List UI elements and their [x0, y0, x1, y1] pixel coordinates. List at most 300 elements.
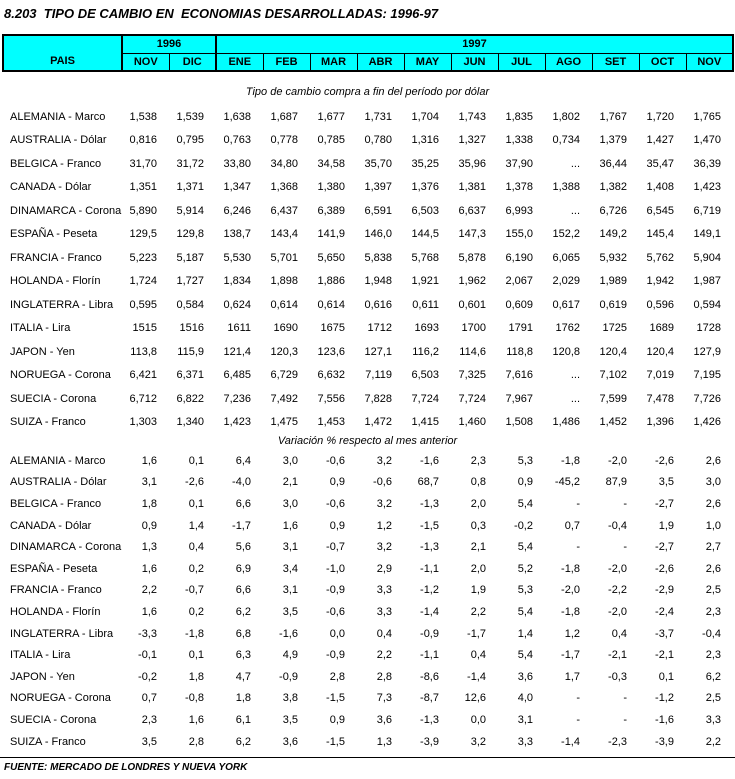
value-cell: 141,9 — [317, 228, 345, 241]
value-cell: -2,0 — [608, 454, 627, 467]
value-cell: 1,989 — [599, 275, 627, 288]
value-cell: 0,0 — [329, 627, 345, 640]
value-cell: 1,886 — [317, 275, 345, 288]
value-cell: -1,3 — [420, 497, 439, 510]
page-title: 8.203 TIPO DE CAMBIO EN ECONOMIAS DESARROLLADAS: 1996-97 — [4, 6, 439, 21]
value-cell: ... — [570, 204, 580, 217]
value-cell: 36,39 — [693, 157, 721, 170]
value-cell: 4,9 — [282, 649, 298, 662]
value-cell: 2,6 — [705, 562, 721, 575]
value-cell: 3,3 — [376, 605, 392, 618]
table-row — [2, 129, 735, 153]
table-row — [2, 623, 735, 645]
country-label: ITALIA - Lira — [10, 322, 71, 335]
value-cell: 7,3 — [376, 692, 392, 705]
value-cell: -1,4 — [561, 735, 580, 748]
value-cell: -0,9 — [326, 584, 345, 597]
value-cell: 6,3 — [235, 649, 251, 662]
value-cell: 3,8 — [282, 692, 298, 705]
value-cell: 1,396 — [646, 416, 674, 429]
value-cell: 7,726 — [693, 392, 721, 405]
value-cell: 4,7 — [235, 670, 251, 683]
value-cell: 2,3 — [470, 454, 486, 467]
value-cell: 2,8 — [329, 670, 345, 683]
value-cell: -1,4 — [467, 670, 486, 683]
value-cell: 0,785 — [317, 134, 345, 147]
exchange-rate-table-header — [2, 34, 734, 72]
value-cell: 2,2 — [141, 584, 157, 597]
value-cell: 1,9 — [470, 584, 486, 597]
value-cell: 5,762 — [646, 251, 674, 264]
value-cell: 5,3 — [517, 454, 533, 467]
value-cell: -2,0 — [561, 584, 580, 597]
value-cell: 1,327 — [458, 134, 486, 147]
value-cell: -2,1 — [608, 649, 627, 662]
value-cell: -1,2 — [655, 692, 674, 705]
value-cell: 6,421 — [129, 369, 157, 382]
value-cell: 0,7 — [564, 519, 580, 532]
value-cell: 0,816 — [129, 134, 157, 147]
value-cell: 0,1 — [188, 497, 204, 510]
value-cell: 1762 — [555, 322, 580, 335]
value-cell: 120,3 — [270, 345, 298, 358]
value-cell: 3,1 — [141, 476, 157, 489]
value-cell: 2,5 — [705, 584, 721, 597]
value-cell: 0,611 — [412, 298, 439, 311]
country-label: AUSTRALIA - Dólar — [10, 134, 107, 147]
value-cell: 2,2 — [705, 735, 721, 748]
value-cell: 5,701 — [270, 251, 298, 264]
table-row — [2, 558, 735, 580]
value-cell: -0,8 — [185, 692, 204, 705]
table-row — [2, 223, 735, 247]
value-cell: 1,743 — [458, 110, 486, 123]
table-row — [2, 152, 735, 176]
value-cell: -1,8 — [561, 562, 580, 575]
value-cell: -2,6 — [185, 476, 204, 489]
country-label: FRANCIA - Franco — [10, 251, 102, 264]
value-cell: 1,388 — [552, 181, 580, 194]
country-label: ALEMANIA - Marco — [10, 110, 106, 123]
value-cell: 1,8 — [235, 692, 251, 705]
value-cell: 1,316 — [411, 134, 439, 147]
value-cell: 7,724 — [411, 392, 439, 405]
table-row — [2, 580, 735, 602]
value-cell: 6,2 — [705, 670, 721, 683]
value-cell: 1,687 — [270, 110, 298, 123]
value-cell: -0,2 — [138, 670, 157, 683]
country-label: SUECIA - Corona — [10, 392, 97, 405]
value-cell: 1,371 — [176, 181, 204, 194]
value-cell: 1791 — [508, 322, 533, 335]
value-cell: 7,325 — [458, 369, 486, 382]
value-cell: 1,486 — [552, 416, 580, 429]
value-cell: - — [576, 497, 580, 510]
value-cell: -0,6 — [373, 476, 392, 489]
value-cell: -2,0 — [608, 605, 627, 618]
section-heading-variation: Variación % respecto al mes anterior — [277, 435, 458, 447]
country-label: ITALIA - Lira — [10, 649, 71, 662]
value-cell: 68,7 — [417, 476, 439, 489]
value-cell: 5,932 — [599, 251, 627, 264]
value-cell: -0,7 — [326, 541, 345, 554]
value-cell: 3,0 — [282, 454, 298, 467]
value-cell: 3,3 — [705, 713, 721, 726]
country-label: SUECIA - Corona — [10, 713, 97, 726]
value-cell: 1,423 — [223, 416, 251, 429]
value-cell: 6,2 — [235, 735, 251, 748]
value-cell: -1,6 — [279, 627, 298, 640]
value-cell: 1,426 — [693, 416, 721, 429]
month-header-jun: JUN — [451, 53, 498, 71]
value-cell: 35,47 — [646, 157, 674, 170]
value-cell: -1,6 — [655, 713, 674, 726]
value-cell: 0,9 — [517, 476, 533, 489]
value-cell: 3,1 — [282, 584, 298, 597]
value-cell: 7,478 — [646, 392, 674, 405]
value-cell: 1,942 — [646, 275, 674, 288]
value-cell: 3,5 — [658, 476, 674, 489]
value-cell: ... — [570, 157, 580, 170]
table-row — [2, 515, 735, 537]
value-cell: 152,2 — [552, 228, 580, 241]
value-cell: 1,475 — [270, 416, 298, 429]
value-cell: 147,3 — [458, 228, 486, 241]
value-cell: 3,1 — [282, 541, 298, 554]
value-cell: 1,0 — [705, 519, 721, 532]
month-header-nov97: NOV — [686, 53, 733, 71]
value-cell: 120,8 — [552, 345, 580, 358]
value-cell: 1,7 — [564, 670, 580, 683]
value-cell: 6,389 — [317, 204, 345, 217]
value-cell: 2,3 — [705, 605, 721, 618]
month-header-oct: OCT — [639, 53, 686, 71]
country-label: JAPON - Yen — [10, 670, 75, 683]
month-header-feb: FEB — [263, 53, 310, 71]
value-cell: 5,223 — [129, 251, 157, 264]
value-cell: 1,704 — [411, 110, 439, 123]
value-cell: 6,632 — [317, 369, 345, 382]
value-cell: 123,6 — [317, 345, 345, 358]
value-cell: -2,6 — [655, 562, 674, 575]
value-cell: 2,1 — [282, 476, 298, 489]
table-row — [2, 493, 735, 515]
value-cell: 1,8 — [141, 497, 157, 510]
value-cell: 12,6 — [464, 692, 486, 705]
value-cell: 6,1 — [235, 713, 251, 726]
value-cell: 1,6 — [188, 713, 204, 726]
value-cell: 2,067 — [505, 275, 533, 288]
value-cell: 35,70 — [364, 157, 392, 170]
value-cell: -0,6 — [326, 605, 345, 618]
value-cell: 2,7 — [705, 541, 721, 554]
country-label: HOLANDA - Florín — [10, 605, 101, 618]
value-cell: 1,962 — [458, 275, 486, 288]
country-label: FRANCIA - Franco — [10, 584, 102, 597]
value-cell: 2,8 — [376, 670, 392, 683]
value-cell: 3,3 — [376, 584, 392, 597]
value-cell: 0,617 — [552, 298, 580, 311]
value-cell: 0,0 — [470, 713, 486, 726]
value-cell: -4,0 — [232, 476, 251, 489]
section-heading-exchange-rate: Tipo de cambio compra a fin del período por dólar — [245, 86, 490, 98]
country-label: AUSTRALIA - Dólar — [10, 476, 107, 489]
value-cell: 2,3 — [705, 649, 721, 662]
value-cell: -0,4 — [702, 627, 721, 640]
value-cell: -1,7 — [232, 519, 251, 532]
section-variation-rows — [2, 450, 735, 752]
country-label: NORUEGA - Corona — [10, 369, 111, 382]
value-cell: 1,802 — [552, 110, 580, 123]
value-cell: 0,616 — [364, 298, 392, 311]
table-row — [2, 199, 735, 223]
value-cell: ... — [570, 392, 580, 405]
value-cell: 129,5 — [129, 228, 157, 241]
month-header-dic96: DIC — [169, 53, 216, 71]
value-cell: 0,795 — [176, 134, 204, 147]
value-cell: 5,890 — [129, 204, 157, 217]
value-cell: -1,5 — [326, 692, 345, 705]
value-cell: -0,7 — [185, 584, 204, 597]
value-cell: 31,72 — [176, 157, 204, 170]
value-cell: 7,119 — [365, 369, 392, 382]
value-cell: 1,767 — [599, 110, 627, 123]
value-cell: 1700 — [461, 322, 486, 335]
country-label: INGLATERRA - Libra — [10, 298, 114, 311]
value-cell: ... — [570, 369, 580, 382]
value-cell: 3,5 — [141, 735, 157, 748]
value-cell: - — [623, 692, 627, 705]
value-cell: 0,1 — [188, 454, 204, 467]
value-cell: -1,2 — [420, 584, 439, 597]
value-cell: 6,712 — [129, 392, 157, 405]
table-row — [2, 270, 735, 294]
value-cell: -2,0 — [608, 562, 627, 575]
value-cell: -1,8 — [561, 605, 580, 618]
value-cell: 1516 — [179, 322, 204, 335]
value-cell: -1,8 — [561, 454, 580, 467]
value-cell: 7,492 — [270, 392, 298, 405]
value-cell: 6,6 — [235, 497, 251, 510]
country-label: ESPAÑA - Peseta — [10, 562, 98, 575]
value-cell: 1675 — [320, 322, 345, 335]
value-cell: 7,236 — [223, 392, 251, 405]
month-header-mar: MAR — [310, 53, 357, 71]
value-cell: 0,2 — [188, 562, 204, 575]
value-cell: 0,734 — [552, 134, 580, 147]
value-cell: -3,9 — [655, 735, 674, 748]
value-cell: 2,029 — [552, 275, 580, 288]
value-cell: -2,1 — [655, 649, 674, 662]
value-cell: -1,7 — [467, 627, 486, 640]
value-cell: 6,503 — [411, 369, 439, 382]
value-cell: 120,4 — [599, 345, 627, 358]
value-cell: -2,7 — [655, 497, 674, 510]
value-cell: 0,763 — [223, 134, 251, 147]
value-cell: 1515 — [132, 322, 157, 335]
table-row — [2, 688, 735, 710]
value-cell: 36,44 — [599, 157, 627, 170]
value-cell: 0,4 — [611, 627, 627, 640]
value-cell: 34,58 — [317, 157, 345, 170]
value-cell: 0,8 — [470, 476, 486, 489]
value-cell: 3,2 — [376, 454, 392, 467]
value-cell: 0,1 — [658, 670, 674, 683]
value-cell: 1,834 — [223, 275, 251, 288]
value-cell: 1,460 — [458, 416, 486, 429]
value-cell: 1611 — [227, 322, 251, 335]
value-cell: 5,4 — [517, 649, 533, 662]
value-cell: 3,2 — [376, 497, 392, 510]
value-cell: 3,1 — [517, 713, 533, 726]
table-row — [2, 644, 735, 666]
value-cell: 1,677 — [317, 110, 345, 123]
month-header-ago: AGO — [545, 53, 592, 71]
value-cell: 1,423 — [693, 181, 721, 194]
value-cell: 155,0 — [505, 228, 533, 241]
value-cell: 0,4 — [188, 541, 204, 554]
value-cell: 1,470 — [693, 134, 721, 147]
value-cell: 0,2 — [188, 605, 204, 618]
value-cell: -1,4 — [420, 605, 439, 618]
value-cell: 0,601 — [458, 298, 486, 311]
table-row — [2, 364, 735, 388]
value-cell: 1,4 — [517, 627, 533, 640]
value-cell: 0,614 — [317, 298, 345, 311]
country-label: ESPAÑA - Peseta — [10, 228, 98, 241]
value-cell: 6,4 — [235, 454, 251, 467]
value-cell: 1,638 — [223, 110, 251, 123]
value-cell: 6,545 — [646, 204, 674, 217]
value-cell: 1,898 — [270, 275, 298, 288]
year-group-1996: 1996 — [122, 35, 216, 53]
value-cell: 0,9 — [329, 713, 345, 726]
month-header-may: MAY — [404, 53, 451, 71]
value-cell: -1,5 — [420, 519, 439, 532]
value-cell: 3,6 — [376, 713, 392, 726]
value-cell: 6,726 — [599, 204, 627, 217]
value-cell: 1,538 — [129, 110, 157, 123]
value-cell: -1,1 — [420, 649, 439, 662]
table-row — [2, 731, 735, 753]
value-cell: 1,948 — [364, 275, 392, 288]
value-cell: 0,9 — [329, 519, 345, 532]
value-cell: 7,616 — [505, 369, 533, 382]
month-header-jul: JUL — [498, 53, 545, 71]
value-cell: 6,2 — [235, 605, 251, 618]
value-cell: 0,619 — [599, 298, 627, 311]
value-cell: 7,828 — [364, 392, 392, 405]
value-cell: 149,2 — [599, 228, 627, 241]
value-cell: -2,3 — [608, 735, 627, 748]
value-cell: 1,2 — [376, 519, 392, 532]
value-cell: 5,4 — [517, 541, 533, 554]
table-row — [2, 317, 735, 341]
value-cell: 6,729 — [270, 369, 298, 382]
value-cell: 5,650 — [317, 251, 345, 264]
country-label: CANADA - Dólar — [10, 181, 92, 194]
value-cell: -3,3 — [138, 627, 157, 640]
value-cell: 87,9 — [605, 476, 627, 489]
value-cell: 129,8 — [176, 228, 204, 241]
value-cell: -1,3 — [420, 541, 439, 554]
value-cell: 0,9 — [329, 476, 345, 489]
value-cell: 7,019 — [646, 369, 674, 382]
value-cell: - — [623, 497, 627, 510]
value-cell: 5,4 — [517, 605, 533, 618]
value-cell: 1725 — [602, 322, 627, 335]
value-cell: 3,3 — [517, 735, 533, 748]
value-cell: 1,720 — [646, 110, 674, 123]
table-row — [2, 536, 735, 558]
value-cell: 1,724 — [129, 275, 157, 288]
value-cell: 6,6 — [235, 584, 251, 597]
value-cell: 1,472 — [364, 416, 392, 429]
value-cell: 0,4 — [470, 649, 486, 662]
value-cell: 33,80 — [223, 157, 251, 170]
value-cell: 1,382 — [599, 181, 627, 194]
value-cell: 3,6 — [517, 670, 533, 683]
value-cell: 1728 — [696, 322, 721, 335]
value-cell: 1,427 — [646, 134, 674, 147]
value-cell: 35,25 — [411, 157, 439, 170]
value-cell: 143,4 — [270, 228, 298, 241]
table-row — [2, 246, 735, 270]
value-cell: 0,4 — [376, 627, 392, 640]
value-cell: 146,0 — [364, 228, 392, 241]
value-cell: 1,727 — [176, 275, 204, 288]
value-cell: 5,530 — [223, 251, 251, 264]
value-cell: 1,2 — [564, 627, 580, 640]
value-cell: 5,2 — [517, 562, 533, 575]
value-cell: 2,8 — [188, 735, 204, 748]
value-cell: 2,6 — [705, 454, 721, 467]
value-cell: 1,765 — [693, 110, 721, 123]
country-label: DINAMARCA - Corona — [10, 204, 122, 217]
table-row — [2, 709, 735, 731]
value-cell: 3,2 — [470, 735, 486, 748]
value-cell: 3,4 — [282, 562, 298, 575]
value-cell: -0,6 — [326, 454, 345, 467]
value-cell: 6,503 — [411, 204, 439, 217]
value-cell: 5,838 — [364, 251, 392, 264]
value-cell: 7,724 — [458, 392, 486, 405]
value-cell: 7,195 — [693, 369, 721, 382]
value-cell: 2,1 — [470, 541, 486, 554]
value-cell: 1,6 — [141, 605, 157, 618]
country-label: BELGICA - Franco — [10, 157, 102, 170]
value-cell: 1,8 — [188, 670, 204, 683]
value-cell: 1,408 — [646, 181, 674, 194]
value-cell: 2,2 — [376, 649, 392, 662]
country-label: DINAMARCA - Corona — [10, 541, 122, 554]
value-cell: 1,987 — [693, 275, 721, 288]
value-cell: 2,6 — [705, 497, 721, 510]
value-cell: 1,835 — [505, 110, 533, 123]
value-cell: 1690 — [273, 322, 298, 335]
value-cell: 1,4 — [188, 519, 204, 532]
value-cell: 1,921 — [411, 275, 439, 288]
value-cell: 145,4 — [646, 228, 674, 241]
value-cell: 7,102 — [599, 369, 627, 382]
value-cell: 0,595 — [129, 298, 157, 311]
value-cell: 121,4 — [223, 345, 251, 358]
value-cell: 6,246 — [223, 204, 251, 217]
value-cell: 0,7 — [141, 692, 157, 705]
value-cell: 1,303 — [129, 416, 157, 429]
value-cell: 1,6 — [282, 519, 298, 532]
value-cell: 1,539 — [176, 110, 204, 123]
